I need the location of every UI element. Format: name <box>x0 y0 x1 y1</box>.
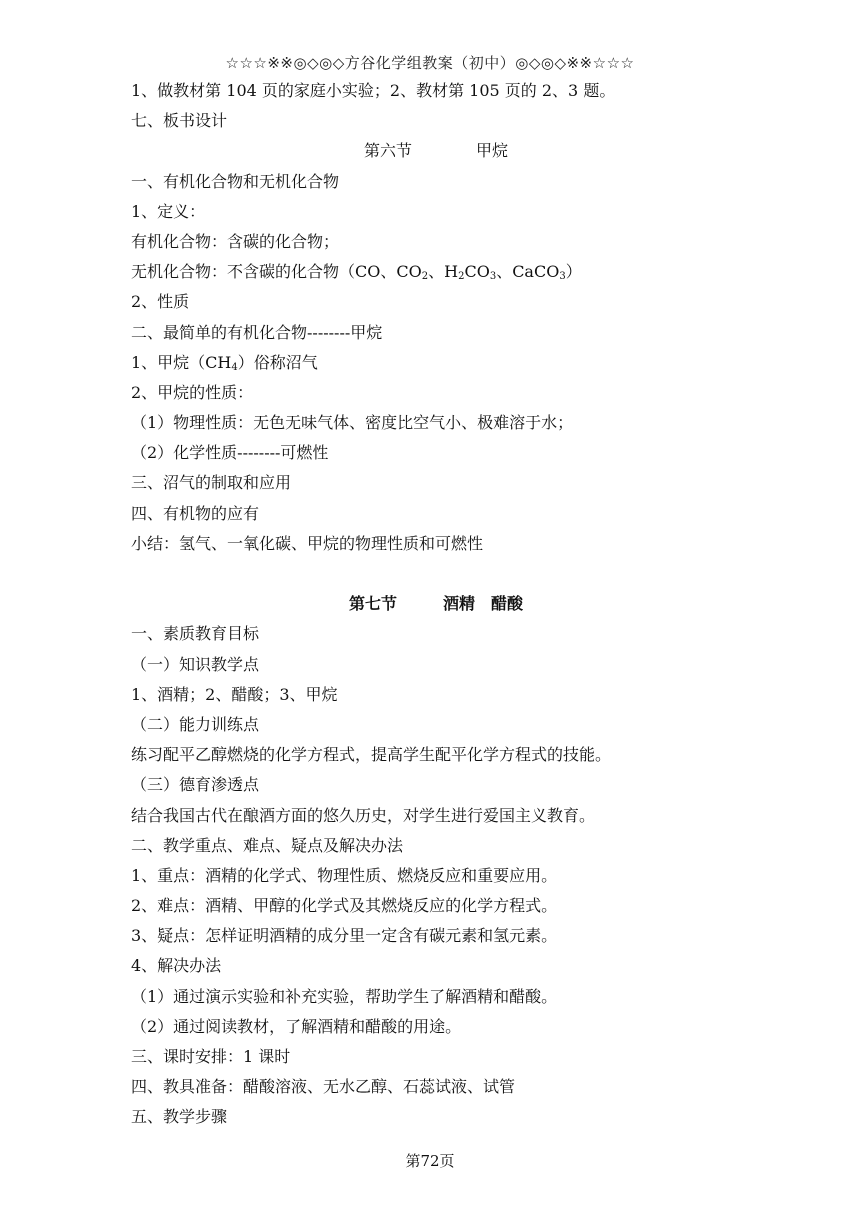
section-7-name-2: 醋酸 <box>491 594 524 614</box>
section-7-number: 第七节 <box>348 594 397 614</box>
text-line: 1、定义： <box>131 201 206 221</box>
text-line: 二、教学重点、难点、疑点及解决办法 <box>131 835 404 855</box>
page-header: ☆☆☆※※◎◇◎◇方谷化学组教案（初中）◎◇◎◇※※☆☆☆ <box>225 54 635 72</box>
text-line: （1）物理性质：无色无味气体、密度比空气小、极难溶于水； <box>131 413 574 433</box>
methane-line: 1、甲烷$(CH_4)$俗称沼气 <box>131 352 318 373</box>
text-line: （一）知识教学点 <box>131 654 260 674</box>
text-line: 三、课时安排：1 课时 <box>131 1047 291 1066</box>
text-line: 2、难点：酒精、甲醇的化学式及其燃烧反应的化学方程式。 <box>131 896 558 916</box>
homework-line: 1、做教材第 104 页的家庭小实验；2、教材第 105 页的 2、3 题。 <box>131 81 616 100</box>
page-number: 第72页 <box>405 1152 455 1170</box>
inorganic-definition-line: 无机化合物：不含碳的化合物（CO、$CO_2$、$H_2CO_3$、CaCO$_3$） <box>131 262 582 283</box>
section-7-title <box>131 589 741 619</box>
text-line: 二、最简单的有机化合物--------甲烷 <box>131 322 383 342</box>
text-line: 四、有机物的应有 <box>131 503 260 523</box>
text-line: （2）化学性质--------可燃性 <box>131 443 329 463</box>
text-line: 2、性质 <box>131 292 190 312</box>
text-line: 三、沼气的制取和应用 <box>131 473 292 493</box>
text-line: 五、教学步骤 <box>131 1107 228 1127</box>
text-line: 1、重点：酒精的化学式、物理性质、燃烧反应和重要应用。 <box>131 865 558 885</box>
blackboard-design-heading: 七、板书设计 <box>131 111 228 131</box>
text-line: 一、有机化合物和无机化合物 <box>131 171 340 191</box>
text-line: 一、素质教育目标 <box>131 624 260 644</box>
text-line: （1）通过演示实验和补充实验，帮助学生了解酒精和醋酸。 <box>131 986 558 1006</box>
text-line: （2）通过阅读教材，了解酒精和醋酸的用途。 <box>131 1016 462 1036</box>
text-line: 结合我国古代在酿酒方面的悠久历史，对学生进行爱国主义教育。 <box>131 805 596 825</box>
text-line: 1、酒精；2、醋酸；3、甲烷 <box>131 684 338 704</box>
text-line: 四、教具准备：醋酸溶液、无水乙醇、石蕊试液、试管 <box>131 1077 516 1097</box>
section-6-name: 甲烷 <box>476 141 509 161</box>
text-line: 有机化合物：含碳的化合物； <box>131 231 340 251</box>
section-6-title <box>131 136 741 166</box>
text-line: 4、解决办法 <box>131 956 222 976</box>
text-line: （二）能力训练点 <box>131 714 260 734</box>
text-line: 练习配平乙醇燃烧的化学方程式，提高学生配平化学方程式的技能。 <box>131 745 612 765</box>
section-6-number: 第六节 <box>363 141 412 161</box>
section-7-name-1: 酒精 <box>442 594 475 614</box>
summary-line: 小结：氢气、一氧化碳、甲烷的物理性质和可燃性 <box>131 533 484 553</box>
text-line: 3、疑点：怎样证明酒精的成分里一定含有碳元素和氢元素。 <box>131 926 558 946</box>
text-line: 2、甲烷的性质： <box>131 382 254 402</box>
text-line: （三）德育渗透点 <box>131 775 260 795</box>
document-body <box>131 76 741 1133</box>
